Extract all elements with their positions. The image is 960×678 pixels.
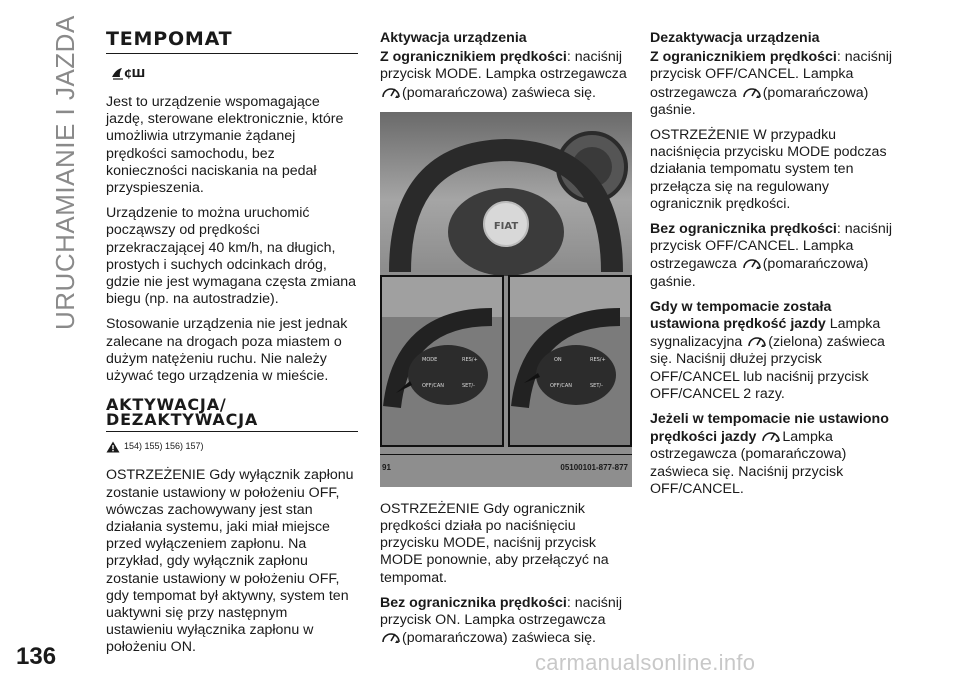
section-title-activation (106, 395, 358, 430)
tail-deact-without-limiter: (pomarańczowa) gaśnie. (650, 256, 869, 290)
paragraph-1: Jest to urządzenie wspomagające jazdę, sterowane elektronicznie, które umożliwia utrzymanie żądanej prędkości samochodu, bez konieczności naciskania na pedał przyspieszenia. (106, 94, 344, 197)
text-speed-not-set: Lampka ostrzegawcza (pomarańczowa) zaświeca się. Naciśnij przycisk OFF/CANCEL. (650, 429, 847, 497)
paragraph-3: Stosowanie urządzenia nie jest jednak zalecane na drogach poza miastem o dużym natężeniu ruchu. Nie należy używać tego urządzenia w mieście. (106, 316, 348, 385)
column-1 (106, 30, 358, 665)
column-2 (380, 30, 632, 655)
tail-speed-set: (zielona) zaświeca się. Naciśnij dłużej przycisk OFF/CANCEL lub naciśnij przycisk OFF/CANCEL 2 razy. (650, 334, 885, 402)
side-chapter-label (50, 15, 80, 360)
label-without-limiter: Bez ogranicznika prędkości (380, 594, 567, 611)
cruise-speedometer-icon (742, 255, 762, 271)
cruise-speedometer-icon (761, 428, 781, 444)
text-with-limiter: : naciśnij przycisk MODE. Lampka ostrzegawcza (380, 49, 627, 83)
paragraph-mode-switch-warning: OSTRZEŻENIE W przypadku naciśnięcia przycisku MODE podczas działania tempomatu system ten przełącza się na regulowany ogranicznik prędkości. (650, 127, 887, 212)
paragraph-2: Urządzenie to można uruchomić począwszy od prędkości przekraczającej 40 km/h, na długich, prostych i suchych odcinkach dróg, gdzie nie jest wymagana częsta zmiana biegu (np. na autostradzie). (106, 205, 356, 308)
wheel-label-set: SET/- (462, 382, 475, 389)
steering-wheel-photo (380, 112, 632, 272)
cruise-speedometer-icon (747, 333, 767, 349)
section-rule (106, 431, 358, 432)
cruise-speedometer-icon (381, 629, 401, 645)
deactivation-with-limiter (650, 49, 902, 119)
cruise-speedometer-icon (381, 84, 401, 100)
svg-text:FIAT: FIAT (493, 220, 519, 232)
figure-number: 91 (382, 462, 391, 472)
figure-code: 05100101-877-877 (560, 462, 628, 472)
page-number: 136 (16, 643, 57, 670)
label-with-limiter: Z ogranicznikiem prędkości (380, 49, 567, 66)
speed-set-case (650, 299, 902, 403)
warning-triangle-icon (106, 441, 120, 453)
wheel-label-on: ON (554, 356, 562, 363)
figure-caption (380, 454, 632, 472)
wheel-label-res-2: RES/+ (590, 356, 606, 363)
warning-refs-text: 154) 155) 156) 157) (124, 441, 204, 452)
tail-deact-with-limiter: (pomarańczowa) gaśnie. (650, 84, 869, 118)
title-rule (106, 53, 358, 54)
heading-deactivation: Dezaktywacja urządzenia (650, 30, 820, 46)
wheel-label-mode: MODE (422, 356, 438, 363)
label-deact-without-limiter: Bez ogranicznika prędkości (650, 221, 837, 238)
section-title-line-1: AKTYWACJA/ (106, 395, 227, 415)
activation-with-limiter (380, 49, 632, 102)
warning-refs (106, 438, 358, 455)
tail-without-limiter: (pomarańczowa) zaświeca się. (402, 630, 596, 647)
wheel-label-set-2: SET/- (590, 382, 603, 389)
heading-activation: Aktywacja urządzenia (380, 30, 527, 46)
column-3 (650, 30, 902, 506)
label-speed-set: Gdy w tempomacie została ustawiona prędkość jazdy (650, 298, 832, 333)
label-speed-not-set: Jeżeli w tempomacie nie ustawiono prędkości jazdy (650, 411, 889, 446)
eco-driving-icon (110, 62, 146, 82)
section-title-tempomat: TEMPOMAT (106, 28, 233, 50)
text-deact-without-limiter: : naciśnij przycisk OFF/CANCEL. Lampka ostrzegawcza (650, 221, 893, 273)
speed-not-set-case (650, 411, 902, 498)
svg-text:₵Ш: ₵Ш (124, 67, 146, 80)
wheel-label-res: RES/+ (462, 356, 478, 363)
watermark: carmanualsonline.info (535, 650, 756, 675)
cruise-speedometer-icon (742, 84, 762, 100)
tail-with-limiter: (pomarańczowa) zaświeca się. (402, 84, 596, 101)
section-title-line-2: DEZAKTYWACJA (106, 410, 259, 430)
detail-photo-left (380, 275, 504, 447)
paragraph-mode-warning: OSTRZEŻENIE Gdy ogranicznik prędkości działa po naciśnięciu przycisku MODE, naciśnij przycisk MODE ponownie, aby przełączyć na tempomat. (380, 500, 609, 586)
wheel-label-offcan-2: OFF/CAN (550, 382, 573, 389)
paragraph-4: OSTRZEŻENIE Gdy wyłącznik zapłonu zostanie ustawiony w położeniu OFF, wówczas zachowywany jest stan działania systemu, jaki miał miejsce przed wyłączeniem zapłonu. Na przykład, gdy wyłącznik zapłonu zostanie ustawiony w położeniu OFF, gdy tempomat był aktywny, system ten uaktywni się przy następnym ustawieniu wyłącznika zapłonu w położeniu ON. (106, 467, 354, 656)
deactivation-without-limiter (650, 221, 902, 291)
figure-steering-wheel (380, 112, 632, 487)
text-without-limiter: : naciśnij przycisk ON. Lampka ostrzegawcza (380, 594, 623, 629)
text-deact-with-limiter: : naciśnij przycisk OFF/CANCEL. Lampka ostrzegawcza (650, 49, 893, 101)
wheel-label-offcan: OFF/CAN (422, 382, 445, 389)
detail-photo-right (508, 275, 632, 447)
text-speed-set: Lampka sygnalizacyjna (650, 316, 881, 351)
label-deact-with-limiter: Z ogranicznikiem prędkości (650, 49, 837, 66)
chapter-title: URUCHAMIANIE I JAZDA (50, 15, 80, 330)
activation-without-limiter (380, 595, 632, 648)
